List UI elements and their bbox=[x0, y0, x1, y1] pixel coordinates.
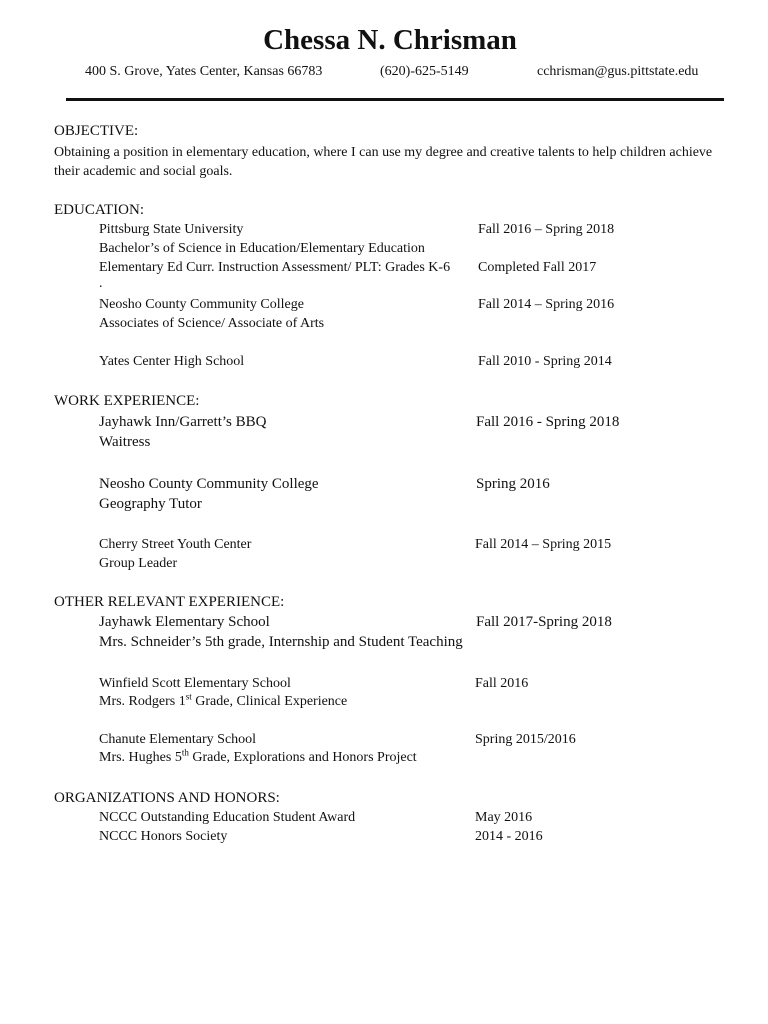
other-desc-3: Mrs. Hughes 5th Grade, Explorations and Honors Project bbox=[99, 747, 417, 765]
edu-degree-nccc: Associates of Science/ Associate of Arts bbox=[99, 316, 325, 331]
contact-address: 400 S. Grove, Yates Center, Kansas 66783 bbox=[85, 64, 323, 79]
other-desc-1: Mrs. Schneider’s 5th grade, Internship and Student Teaching bbox=[99, 634, 463, 650]
work-role-3: Group Leader bbox=[99, 556, 178, 571]
work-employer-1: Jayhawk Inn/Garrett’s BBQ bbox=[99, 414, 267, 430]
resume-name: Chessa N. Chrisman bbox=[263, 24, 517, 56]
honor-2-date: 2014 - 2016 bbox=[475, 829, 543, 844]
section-heading-other: OTHER RELEVANT EXPERIENCE: bbox=[54, 594, 285, 610]
edu-cert-date-psu: Completed Fall 2017 bbox=[478, 260, 597, 275]
edu-school-nccc: Neosho County Community College bbox=[99, 297, 304, 312]
edu-dates-psu: Fall 2016 – Spring 2018 bbox=[478, 222, 615, 237]
work-employer-2: Neosho County Community College bbox=[99, 476, 319, 492]
section-heading-work: WORK EXPERIENCE: bbox=[54, 393, 200, 409]
edu-school-psu: Pittsburg State University bbox=[99, 222, 244, 237]
edu-school-ychs: Yates Center High School bbox=[99, 354, 245, 369]
section-heading-objective: OBJECTIVE: bbox=[54, 123, 139, 139]
other-school-1: Jayhawk Elementary School bbox=[99, 614, 270, 630]
work-dates-2: Spring 2016 bbox=[476, 476, 550, 492]
work-role-1: Waitress bbox=[99, 434, 151, 450]
work-dates-1: Fall 2016 - Spring 2018 bbox=[476, 414, 620, 430]
other-school-2: Winfield Scott Elementary School bbox=[99, 676, 291, 691]
edu-dates-ychs: Fall 2010 - Spring 2014 bbox=[478, 354, 612, 369]
contact-phone: (620)-625-5149 bbox=[380, 64, 469, 79]
work-dates-3: Fall 2014 – Spring 2015 bbox=[475, 537, 612, 552]
honor-1: NCCC Outstanding Education Student Award bbox=[99, 810, 356, 825]
edu-dates-nccc: Fall 2014 – Spring 2016 bbox=[478, 297, 615, 312]
honor-1-date: May 2016 bbox=[475, 810, 533, 825]
other-dates-1: Fall 2017-Spring 2018 bbox=[476, 614, 612, 630]
other-desc-2: Mrs. Rodgers 1st Grade, Clinical Experience bbox=[99, 691, 348, 709]
work-role-2: Geography Tutor bbox=[99, 496, 202, 512]
other-dates-2: Fall 2016 bbox=[475, 676, 529, 691]
edu-stray-dot: . bbox=[99, 276, 103, 291]
section-heading-orgs: ORGANIZATIONS AND HONORS: bbox=[54, 790, 280, 806]
honor-2: NCCC Honors Society bbox=[99, 829, 228, 844]
other-school-3: Chanute Elementary School bbox=[99, 732, 257, 747]
section-heading-education: EDUCATION: bbox=[54, 202, 144, 218]
other-dates-3: Spring 2015/2016 bbox=[475, 732, 576, 747]
edu-degree-psu: Bachelor’s of Science in Education/Elementary Education bbox=[99, 241, 425, 256]
header-divider bbox=[66, 98, 724, 101]
objective-text: Obtaining a position in elementary education, where I can use my degree and creative talents to help children achieve their academic and social goals. bbox=[54, 145, 713, 179]
work-employer-3: Cherry Street Youth Center bbox=[99, 537, 252, 552]
contact-email: cchrisman@gus.pittstate.edu bbox=[537, 64, 699, 79]
edu-cert-psu: Elementary Ed Curr. Instruction Assessment/ PLT: Grades K-6 bbox=[99, 260, 451, 275]
